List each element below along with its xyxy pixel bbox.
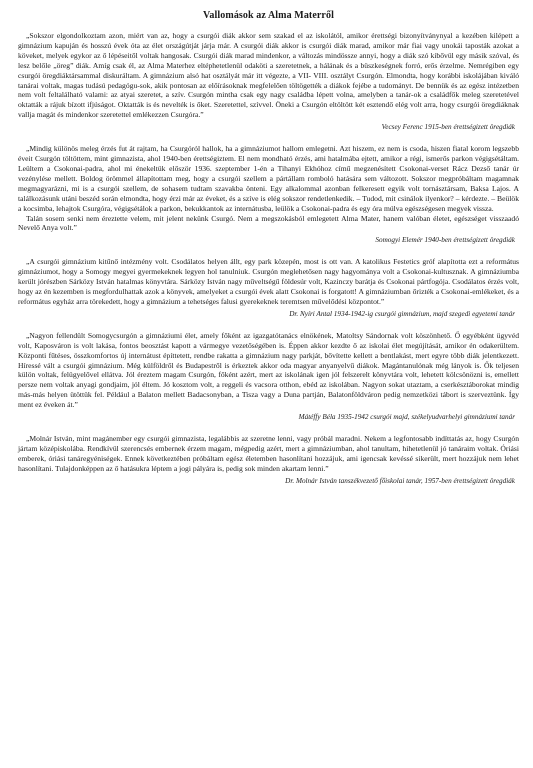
quote-paragraph: „Nagyon fellendült Somogycsurgón a gimnáziumi élet, amely főként az igazgatótanács elnökének, Matoltsy Sándornak volt köszönhető. Ő egyébként ügyvéd volt, Kaposváron is volt lakása, fontos beosztást kapott a vármegye vezetőségében is. Éppen akkor kezdte ő az iskolai élet megújítását, amikor én odakerültem. Központi fűtéses, összkomfortos új internátust építtetett, rendbe rakatta a gimnázium nagy parkját, bővítette kellett a bentlakást, mert egyre több diák jelentkezett. Híressé vált a csurgói gimnázium. Még külföldről és Budapestről is érkeztek akkor oda magyar anyanyelvű diákok. Magántanulónak még lányok is. Ők teljesen külön voltak, felügyelővel ellátva. Jól éreztem magam Csurgón, főként azért, mert az iskolának igen jól felszerelt könyvtára volt, lehetett kölcsönözni is, emellett persze nem voltak anyagi gondjaim, jól éltem. Jó kosztom volt, a reggeli és vacsora otthon, ebéd az iskolában. Nagyon sokat utaztam, a cserkésztáborokat mindig más-más helyen ütöttük fel. Például a Balaton mellett Badacsonyban, a Tisza vagy a Duna partján, Balatonföldváron pedig nemzetközi tábort is szerveztünk. Így ment ez éveken át.”: [18, 330, 519, 410]
quote-paragraph: „Sokszor elgondolkoztam azon, miért van az, hogy a csurgói diák akkor sem szakad el az iskolától, amikor érettségi bizonyítványnyal a kezében kilépett a gimnázium kapuján és hosszú évek óta az élet országútját járja már. A csurgói diák akkor is csurgói diák marad, amikor már fiai vagy unokái taposták azokat a köveket, melyek egykor az ő lépéseitől voltak hangosak. Csurgói diák marad mindenkor, a változás mindössze annyi, hogy a diák szó kibővül egy másik szóval, és lesz belőle „öreg” diák. Amíg csak él, az Alma Materhez eltéphetetlenül odaköti a szeretetnek, a hálának és a büszkeségnek forró, erős érzelme. Nemrégiben egy csurgói öregdiáktársammal diskuráltam. A gimnázium alsó hat osztályát már itt végezte, a VII- VIII. osztályt Csurgón. Elmondta, hogy korábbi iskolájában kiváló tanárai voltak, magas tudású pedagógu-sok, akik pontosan az előírásoknak megfelelően töltögették a diákok fejébe a tudományt. De bennük és az egész intézetben nem volt feltalálható valami: az atyai szeretet, a szív. Csurgón mintha csak egy nagy családba lépett volna, amelyben a tanár-ok a családfők meleg szeretetével oktatták a rájuk bízott ifjúságot. Oktatták is és nevelték is őket. Szeretettel, szívvel. Öneki a Csurgón eltöltött két esztendő elég volt arra, hogy csurgói öregdiáknak vallja magát és mindenkor szeretettel emlékezzen Csurgóra.”: [18, 31, 519, 120]
quote-paragraph: „Molnár István, mint magánember egy csurgói gimnazista, legalábbis az szeretne lenni, vagy próbál maradni. Nekem a legfontosabb indíttatás az, hogy Csurgón jártam középiskolába. Rendkívül szerencsés embernek érzem magam, mégpedig azért, mert a gimnáziumban, ahol tanultam, hihetetlenül jó tanáraim voltak. Óriási emberek, óriási tanáregyéniségek. Ennek következtében próbáltam egész életemben hasonlítani hozzájuk, ami igencsak kevéssé sikerült, mert hozzájuk nem lehet hasonlítani. Tulajdonképpen az ő hatásukra léptem a jogi pályára is, pedig sok minden akartam lenni.”: [18, 434, 519, 473]
quote-paragraph: Talán sosem senki nem éreztette velem, mit jelent nekünk Csurgó. Nem a megszokásból emlegetett Alma Mater, hanem valóban életet, egészséget visszaadó Nevelő Anya volt.”: [18, 213, 519, 233]
quote-paragraph: „Mindig különös meleg érzés fut át rajtam, ha Csurgóról hallok, ha a gimnáziumot hallom emlegetni. Azt hiszem, ez nem is csoda, hiszen fiatal korom legszebb éveit Csurgón töltöttem, mint gimnazista, ahol 1940-ben érettségiztem. El nem mondható érzés, ami hatalmába ejtett, amikor a régi, ismerős parkon végigsétáltam. Leültem a Csokonai-padra, ahol mi énekeltük először 1936. szeptember 1-én a Tihanyi Ekhóhoz című megzenésített Csokonai-verset Rácz Dezső tanár úr vezénylése mellett. Boldog örömmel állapítottam meg, hogy a csurgói szellem a pártállam romboló hatására sem változott. Sokszor megpróbáltam magamnak megmagyarázni, mi is a csurgói szellem, de sohasem tudtam szavakba önteni. Egy alkalommal azonban felkeresett egyik volt tornásztársam, Baksa Lajos. A találkozásunk utáni beszéd során elmondta, hogy érzi már az éveket, és a szíve is elég sokszor rendetlenkedik. – Tudod, mit csinálok ilyenkor? – kérdezte. – Beülök a kocsimba, lehajtok Csurgóra, végigsétálok a parkon, bekukkantok az internátusba, leülök a Csokonai-padra és egy óra múlva egészségesen megyek vissza.: [18, 144, 519, 213]
testimonial-vecsey: [18, 31, 519, 132]
attribution: Dr. Nyíri Antal 1934-1942-ig csurgói gimnázium, majd szegedi egyetemi tanár: [289, 309, 515, 318]
testimonial-mateffy: [18, 331, 519, 422]
attribution: Mátéffy Béla 1935-1942 csurgói majd, székelyudvarhelyi gimnáziumi tanár: [298, 413, 515, 422]
testimonial-molnar: [18, 434, 519, 486]
page-title: Vallomások az Alma Materről: [203, 10, 334, 21]
quote-paragraph: „A csurgói gimnázium kitűnő intézmény volt. Csodálatos helyen állt, egy park közepén, most is ott van. A katolikus Festetics gróf alapította ezt a református gimnáziumot, hogy a Somogy megyei gyermekeknek legyen hol tanulniuk. Csurgón meglehetősen nagy hagyománya volt a Csokonai-kultusznak. A gimnáziumba került jórészben Sárközy István hatalmas könyvtára. Sárközy István nagy műveltségű földesúr volt, Kazinczy barátja és Csokonai pártfogója. Csodálatos érzés volt, hogy az én kezemben is megfordulhattak azok a könyvek, amelyeket a csurgói évek alatt Csokonai is forgatott! A gimnáziumban őrizték a Csokonai-emlékeket, és a református egyház arra törekedett, hogy a gimnázium a tehetséges falusi gyerekeknek teremtsen művelődési központot.”: [18, 257, 519, 306]
attribution: Vecsey Ferenc 1915-ben érettségizett öregdiák: [381, 123, 515, 132]
attribution: Dr. Molnár István tanszékvezető főiskolai tanár, 1957-ben érettségizett öregdiák: [285, 476, 515, 485]
attribution: Somogyi Elemér 1940-ben érettségizett öregdiák: [375, 236, 515, 245]
testimonial-nyiri: [18, 257, 519, 319]
testimonial-somogyi: [18, 144, 519, 245]
